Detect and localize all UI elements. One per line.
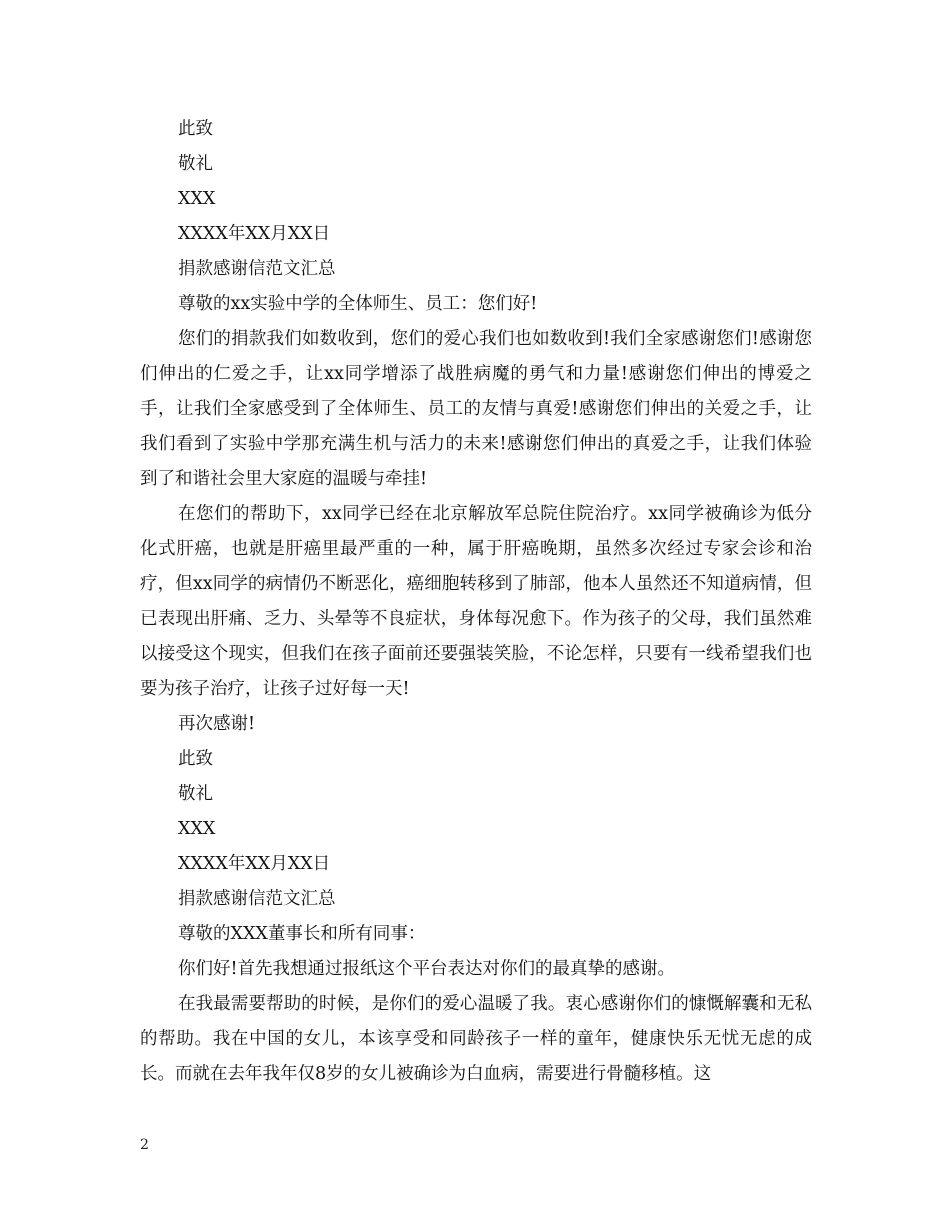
signature: XXX	[178, 189, 216, 209]
greeting: 尊敬的xx实验中学的全体师生、员工：您们好!	[178, 294, 538, 314]
document-body	[140, 112, 812, 1092]
body-paragraph: 您们的捐款我们如数收到，您们的爱心我们也如数收到!我们全家感谢您们!感谢您们伸出的仁爱之手，让xx同学增添了战胜病魔的勇气和力量!感谢您们伸出的博爱之手，让我们全家感受到了全体师生、员工的友情与真爱!感谢您们伸出的关爱之手，让我们看到了实验中学那充满生机与活力的未来!感谢您们伸出的真爱之手，让我们体验到了和谐社会里大家庭的温暖与牵挂!	[140, 329, 812, 489]
greeting: 尊敬的XXX董事长和所有同事：	[178, 924, 426, 944]
closing-salutation: 此致	[178, 119, 213, 139]
greeting-opening: 你们好!首先我想通过报纸这个平台表达对你们的最真挚的感谢。	[178, 959, 676, 979]
page-number: 2	[140, 1137, 149, 1153]
signature: XXX	[178, 819, 216, 839]
section-title: 捐款感谢信范文汇总	[178, 889, 336, 909]
closing-salutation: 此致	[178, 749, 213, 769]
thanks-again: 再次感谢!	[178, 714, 256, 734]
body-paragraph: 在我最需要帮助的时候，是你们的爱心温暖了我。衷心感谢你们的慷慨解囊和无私的帮助。我在中国的女儿，本该享受和同龄孩子一样的童年，健康快乐无忧无虑的成长。而就在去年我年仅8岁的女儿被确诊为白血病，需要进行骨髓移植。这	[140, 994, 812, 1084]
closing-regards: 敬礼	[178, 784, 213, 804]
date: XXXX年XX月XX日	[178, 854, 331, 874]
closing-regards: 敬礼	[178, 154, 213, 174]
date: XXXX年XX月XX日	[178, 224, 331, 244]
section-title: 捐款感谢信范文汇总	[178, 259, 336, 279]
body-paragraph: 在您们的帮助下，xx同学已经在北京解放军总院住院治疗。xx同学被确诊为低分化式肝癌，也就是肝癌里最严重的一种，属于肝癌晚期，虽然多次经过专家会诊和治疗，但xx同学的病情仍不断恶化，癌细胞转移到了肺部，他本人虽然还不知道病情，但已表现出肝痛、乏力、头晕等不良症状，身体每况愈下。作为孩子的父母，我们虽然难以接受这个现实，但我们在孩子面前还要强装笑脸，不论怎样，只要有一线希望我们也要为孩子治疗，让孩子过好每一天!	[140, 504, 812, 699]
